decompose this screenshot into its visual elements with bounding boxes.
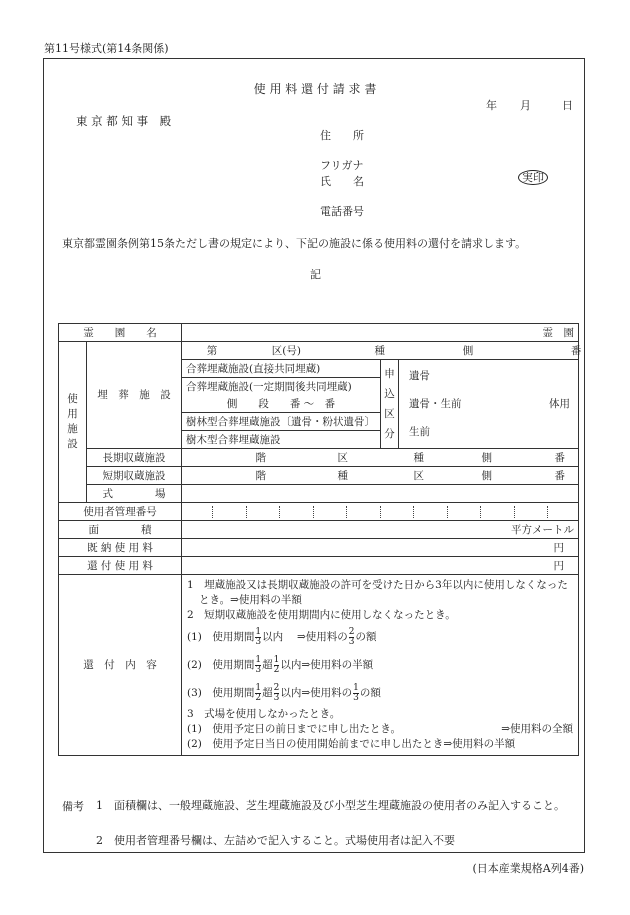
st-ban: 番 bbox=[554, 469, 565, 482]
option-body[interactable]: 体用 bbox=[549, 398, 571, 410]
burial-ku: 区(号) bbox=[271, 344, 301, 357]
refund-content-label: 還 付 内 容 bbox=[59, 575, 182, 756]
document-title: 使 用 料 還 付 請 求 書 bbox=[253, 82, 377, 96]
refund-yen: 円 bbox=[553, 559, 565, 572]
paper-size-note: (日本産業規格A列4番) bbox=[472, 862, 584, 875]
cemetery-name-label: 霊 園 名 bbox=[59, 324, 182, 342]
refund-sub-1: (1) 使用期間 $\frac{1}{3}$ 以内 ⇒使用料の $\frac{2}{3}$ の額 bbox=[187, 626, 377, 647]
burial-type-forest[interactable]: 樹林型合葬埋蔵施設〔遺骨・粉状遺骨〕 bbox=[182, 413, 381, 431]
cemetery-name-field[interactable] bbox=[182, 324, 579, 342]
area-label: 面 積 bbox=[59, 521, 182, 539]
refund-item-1: 1 埋蔵施設又は長期収蔵施設の許可を受けた日から3年以内に使用しなくなったとき。⇒使用料の半額 bbox=[187, 579, 568, 606]
burial-facility-label: 埋 葬 施 設 bbox=[87, 342, 182, 449]
lt-ku: 区 bbox=[337, 451, 348, 464]
ceremony-label: 式 場 bbox=[87, 485, 182, 503]
user-number-boxes bbox=[212, 506, 548, 518]
burial-period-position[interactable]: 側 段 番 ～ 番 bbox=[182, 395, 381, 413]
furigana-label: フリガナ bbox=[320, 159, 364, 172]
long-term-fields[interactable] bbox=[182, 449, 579, 467]
date-day: 日 bbox=[562, 99, 573, 112]
short-term-label: 短期収蔵施設 bbox=[87, 467, 182, 485]
short-term-fields[interactable] bbox=[182, 467, 579, 485]
note-2: 2 使用者管理番号欄は、左詰めで記入すること。式場使用者は記入不要 bbox=[96, 834, 455, 847]
burial-type-period[interactable]: 合葬埋蔵施設(一定期間後共同埋蔵) bbox=[182, 378, 381, 396]
user-number-field[interactable] bbox=[182, 503, 579, 521]
burial-type-direct[interactable]: 合葬埋蔵施設(直接共同埋蔵) bbox=[182, 360, 381, 378]
date-month: 月 bbox=[520, 99, 531, 112]
area-unit: 平方メートル bbox=[511, 523, 575, 536]
refund-item-2: 2 短期収蔵施設を使用期間内に使用しなくなったとき。 bbox=[187, 609, 456, 621]
burial-gawa: 側 bbox=[462, 344, 474, 357]
refund-content bbox=[182, 575, 579, 756]
option-remains[interactable]: 遺骨 bbox=[409, 370, 430, 382]
refund-ceremony-2: (2) 使用予定日当日の使用開始前までに申し出たとき⇒使用料の半額 bbox=[187, 738, 516, 750]
option-living[interactable]: 生前 bbox=[409, 426, 430, 438]
st-gawa: 側 bbox=[481, 469, 492, 482]
lt-floor: 階 bbox=[255, 451, 266, 464]
refund-fee-field[interactable] bbox=[182, 557, 579, 575]
seal-mark: 実印 bbox=[518, 170, 548, 185]
application-category-label: 申込区分 bbox=[381, 360, 399, 449]
lt-ban: 番 bbox=[554, 451, 565, 464]
paid-yen: 円 bbox=[553, 541, 565, 554]
paid-fee-label: 既 納 使 用 料 bbox=[59, 539, 182, 557]
name-label: 氏 名 bbox=[320, 175, 364, 188]
burial-type-tree[interactable]: 樹木型合葬埋蔵施設 bbox=[182, 431, 381, 449]
form-id: 第11号様式(第14条関係) bbox=[44, 42, 169, 55]
burial-ban: 番 bbox=[570, 344, 582, 357]
addressee: 東 京 都 知 事 殿 bbox=[76, 114, 172, 128]
user-number-label: 使用者管理番号 bbox=[59, 503, 182, 521]
long-term-label: 長期収蔵施設 bbox=[87, 449, 182, 467]
request-text: 東京都霊園条例第15条ただし書の規定により、下記の施設に係る使用料の還付を請求します。 bbox=[62, 237, 527, 250]
lt-gawa: 側 bbox=[481, 451, 492, 464]
ki-mark: 記 bbox=[310, 268, 321, 281]
st-ku: 区 bbox=[413, 469, 424, 482]
option-remains-living[interactable]: 遺骨・生前 bbox=[409, 398, 462, 410]
burial-header-row[interactable] bbox=[182, 342, 582, 360]
application-options bbox=[399, 360, 579, 449]
area-field[interactable] bbox=[182, 521, 579, 539]
refund-fee-label: 還 付 使 用 料 bbox=[59, 557, 182, 575]
st-shu: 種 bbox=[337, 469, 348, 482]
ceremony-field[interactable] bbox=[182, 485, 579, 503]
lt-shu: 種 bbox=[413, 451, 424, 464]
burial-shu: 種 bbox=[374, 344, 385, 357]
facility-label: 使用施設 bbox=[59, 342, 87, 503]
notes-label: 備考 bbox=[62, 800, 84, 813]
refund-sub-3: (3) 使用期間 $\frac{1}{2}$ 超 $\frac{2}{3}$ 以内⇒使用料の $\frac{1}{3}$ の額 bbox=[187, 682, 381, 703]
st-floor: 階 bbox=[255, 469, 266, 482]
paid-fee-field[interactable] bbox=[182, 539, 579, 557]
refund-item-3: 3 式場を使用しなかったとき。 bbox=[187, 708, 341, 720]
note-1: 1 面積欄は、一般埋蔵施設、芝生埋蔵施設及び小型芝生埋蔵施設の使用者のみ記入すること。 bbox=[96, 799, 565, 812]
address-label: 住 所 bbox=[320, 129, 364, 142]
burial-dai: 第 bbox=[206, 344, 218, 357]
refund-ceremony-1: (1) 使用予定日の前日までに申し出たとき。 ⇒使用料の全額 bbox=[187, 723, 574, 735]
facility-table bbox=[58, 323, 582, 756]
date-year: 年 bbox=[486, 99, 497, 112]
phone-label: 電話番号 bbox=[320, 205, 364, 218]
cemetery-suffix: 霊 園 bbox=[542, 326, 575, 339]
refund-sub-2: (2) 使用期間 $\frac{1}{3}$ 超 $\frac{1}{2}$ 以内⇒使用料の半額 bbox=[187, 654, 374, 675]
